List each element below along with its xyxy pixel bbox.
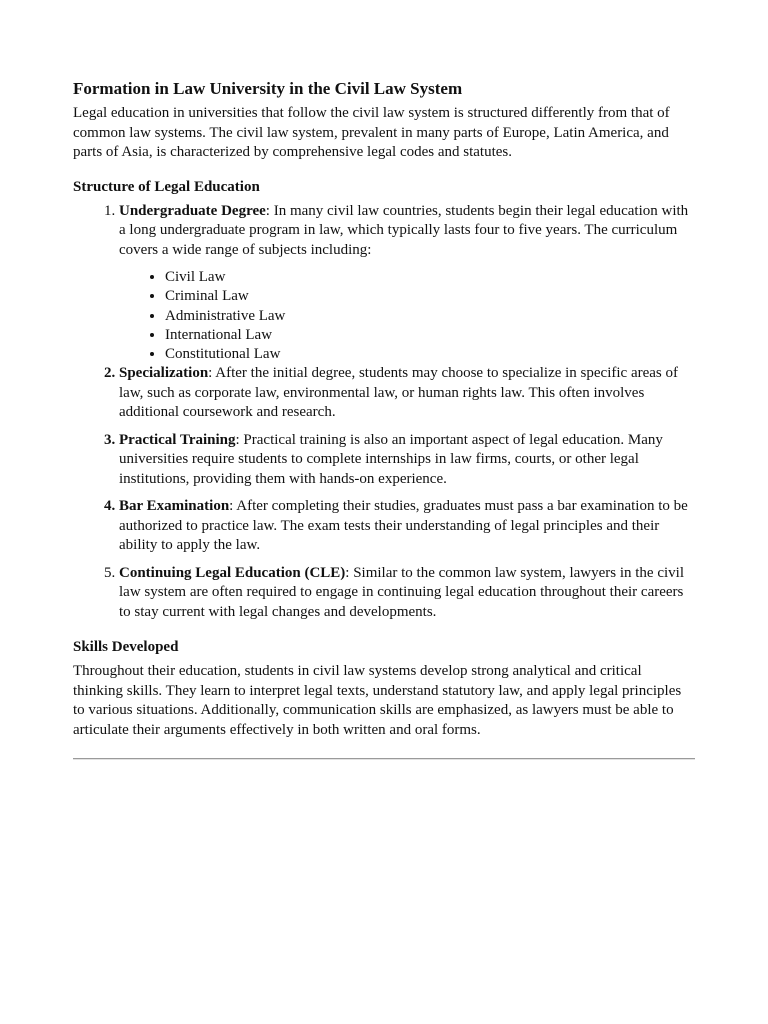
document-title: Formation in Law University in the Civil Law System — [73, 79, 463, 98]
subject-item: • Civil Law — [165, 268, 695, 287]
step-term: Practical Training — [119, 431, 236, 448]
step-undergraduate-degree — [119, 202, 695, 365]
step-text: : After the initial degree, students may choose to specialize in specific areas of law, such as corporate law, environmental law, or human rights law. This often involves additional coursework and research. — [119, 365, 678, 421]
step-bar-examination — [119, 497, 695, 556]
step-term: Specialization — [119, 365, 209, 382]
step-term: Undergraduate Degree — [119, 202, 266, 219]
step-practical-training — [119, 431, 695, 490]
skills-paragraph: Throughout their education, students in civil law systems develop strong analytical and critical thinking skills. They learn to interpret legal texts, understand statutory law, and apply legal principles to various situations. Additionally, communication skills are emphasized, as lawyers must be able to articulate their arguments effectively in both written and oral forms. — [73, 663, 682, 738]
step-text: : Similar to the common law system, lawyers in the civil law system are often required to engage in continuing legal education throughout their careers to stay current with legal changes and developments. — [119, 564, 684, 620]
step-specialization — [119, 364, 695, 423]
skills-heading: Skills Developed — [73, 639, 179, 656]
step-text: : Practical training is also an important aspect of legal education. Many universities require students to complete internships in law firms, courts, or other legal institutions, providing them with hands-on experience. — [119, 431, 663, 487]
horizontal-divider — [73, 758, 695, 760]
subject-item: • Criminal Law — [165, 287, 695, 306]
intro-paragraph: Legal education in universities that follow the civil law system is structured differently from that of common law systems. The civil law system, prevalent in many parts of Europe, Latin America, and parts of Asia, is characterized by comprehensive legal codes and statutes. — [73, 105, 670, 160]
structure-heading: Structure of Legal Education — [73, 178, 260, 195]
step-continuing-legal-education — [119, 564, 695, 623]
step-term: Continuing Legal Education (CLE) — [119, 564, 346, 581]
step-term: Bar Examination — [119, 498, 230, 515]
subject-item: • Administrative Law — [165, 307, 695, 326]
step-text: : After completing their studies, graduates must pass a bar examination to be authorized to practice law. The exam tests their understanding of legal principles and their ability to apply the law. — [119, 498, 688, 554]
step-text: : In many civil law countries, students begin their legal education with a long undergraduate program in law, which typically lasts four to five years. The curriculum covers a wide range of subjects including: — [119, 202, 689, 258]
subject-item: • International Law — [165, 326, 695, 345]
subjects-list — [119, 268, 695, 364]
subject-item: • Constitutional Law — [165, 345, 695, 364]
education-steps-list — [73, 202, 695, 623]
